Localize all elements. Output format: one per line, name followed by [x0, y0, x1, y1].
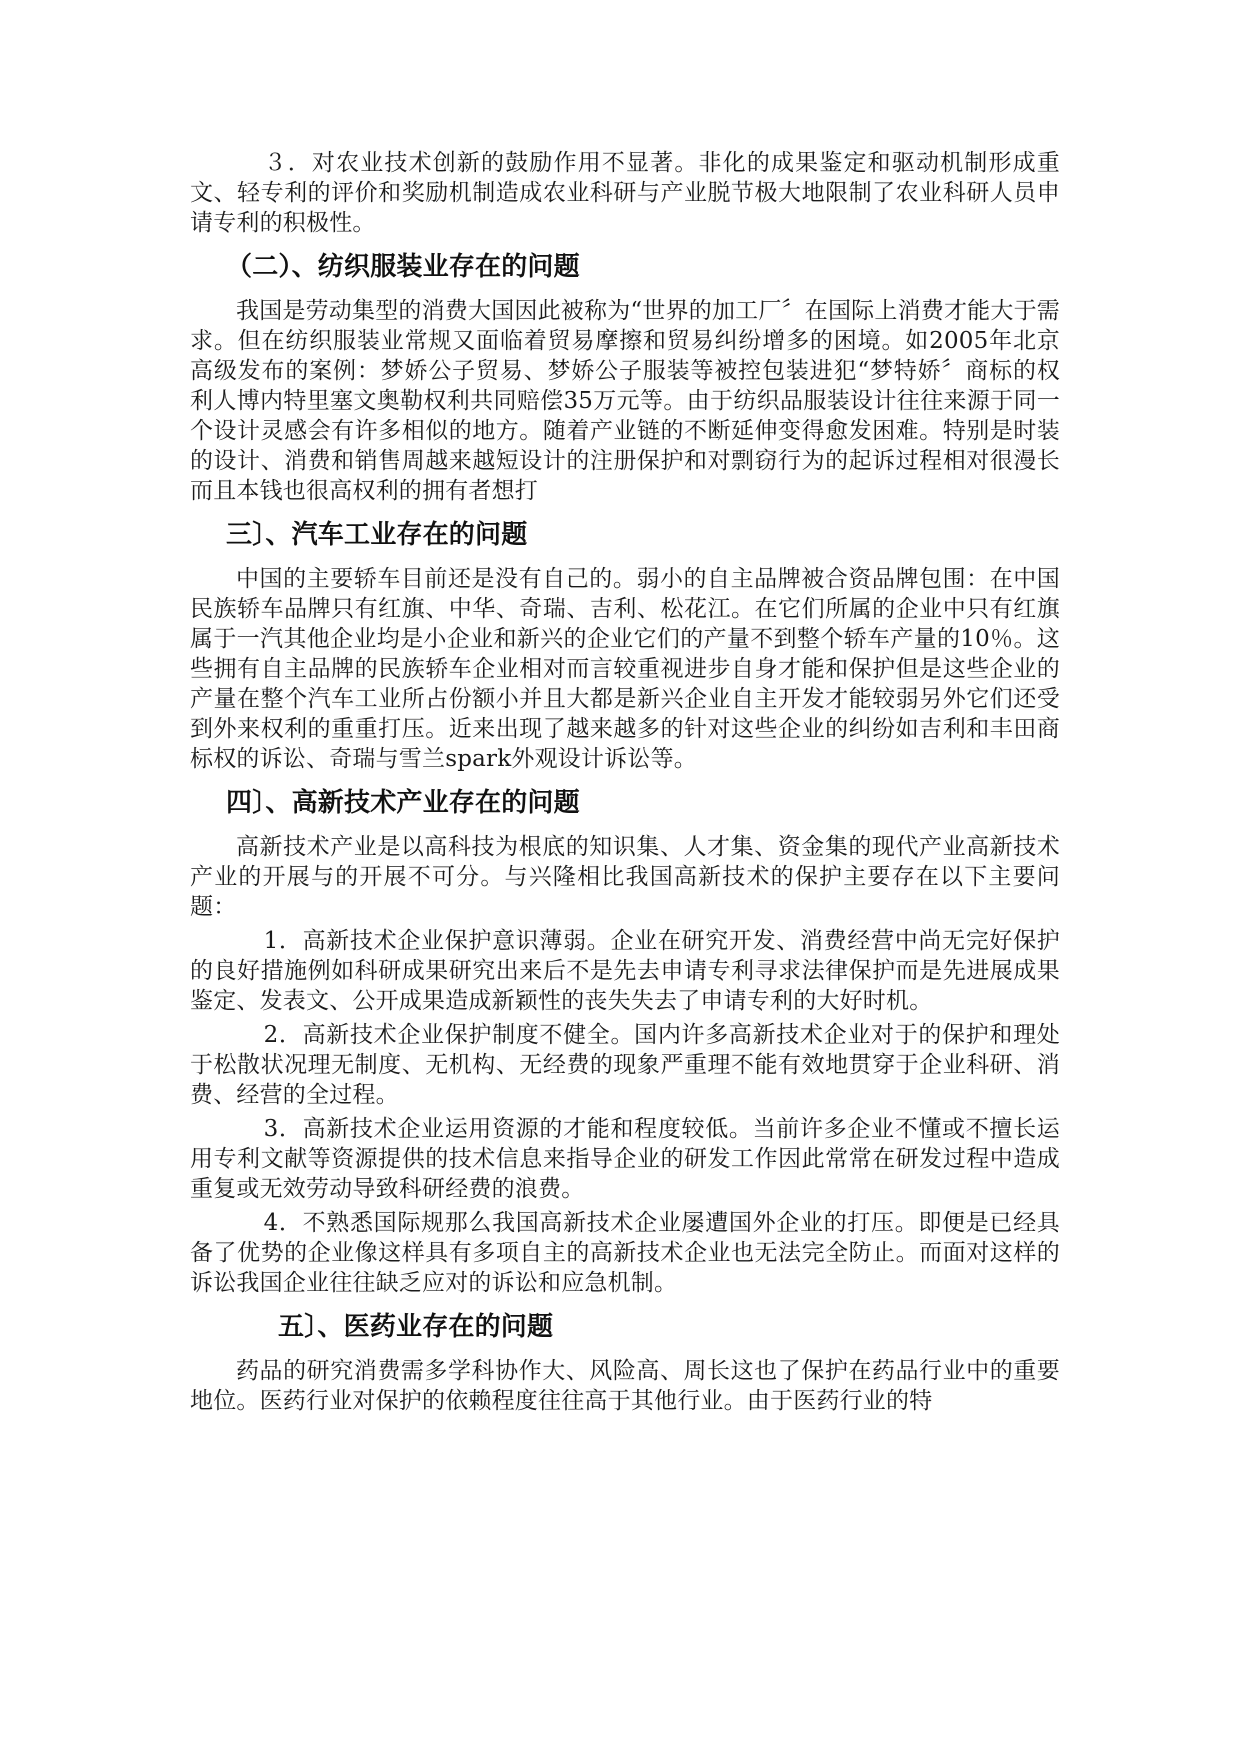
paragraph-hitech-point-1: 1．高新技术企业保护意识薄弱。企业在研究开发、消费经营中尚无完好保护的良好措施例如科研成果研究出来后不是先去申请专利寻求法律保护而是先进展成果鉴定、发表文、公开成果造成新颖性的丧失失去了申请专利的大好时机。 — [190, 928, 1060, 1014]
paragraph-hitech-point-2: 2．高新技术企业保护制度不健全。国内许多高新技术企业对于的保护和理处于松散状况理无制度、无机构、无经费的现象严重理不能有效地贯穿于企业科研、消费、经营的全过程。 — [190, 1022, 1060, 1108]
paragraph-hitech-point-3: 3．高新技术企业运用资源的才能和程度较低。当前许多企业不懂或不擅长运用专利文献等资源提供的技术信息来指导企业的研发工作因此常常在研发过程中造成重复或无效劳动导致科研经费的浪费。 — [190, 1116, 1060, 1202]
heading-auto-industry: 三〕、汽车工业存在的问题 — [226, 520, 528, 550]
heading-pharma-industry: 五〕、医药业存在的问题 — [278, 1312, 554, 1342]
paragraph-auto-industry: 中国的主要轿车目前还是没有自己的。弱小的自主品牌被合资品牌包围：在中国民族轿车品牌只有红旗、中华、奇瑞、吉利、松花江。在它们所属的企业中只有红旗属于一汽其他企业均是小企业和新兴的企业它们的产量不到整个轿车产量的10％。这些拥有自主品牌的民族轿车企业相对而言较重视进步自身才能和保护但是这些企业的产量在整个汽车工业所占份额小并且大都是新兴企业自主开发才能较弱另外它们还受到外来权利的重重打压。近来出现了越来越多的针对这些企业的纠纷如吉利和丰田商标权的诉讼、奇瑞与雪兰spark外观设计诉讼等。 — [190, 566, 1060, 772]
paragraph-textile-apparel: 我国是劳动集型的消费大国因此被称为“世界的加工厂〞在国际上消费才能大于需求。但在纺织服装业常规又面临着贸易摩擦和贸易纠纷增多的困境。如2005年北京高级发布的案例：梦娇公子贸易、梦娇公子服装等被控包装进犯“梦特娇〞商标的权利人博内特里塞文奥勒权利共同赔偿35万元等。由于纺织品服装设计往往来源于同一个设计灵感会有许多相似的地方。随着产业链的不断延伸变得愈发困难。特别是时装的设计、消费和销售周越来越短设计的注册保护和对剽窃行为的起诉过程相对很漫长而且本钱也很高权利的拥有者想打 — [190, 298, 1060, 504]
document-body — [190, 148, 1060, 1420]
paragraph-pharma-industry: 药品的研究消费需多学科协作大、风险高、周长这也了保护在药品行业中的重要地位。医药行业对保护的依赖程度往往高于其他行业。由于医药行业的特 — [190, 1358, 1060, 1414]
paragraph-agri-innovation: ３．对农业技术创新的鼓励作用不显著。非化的成果鉴定和驱动机制形成重文、轻专利的评价和奖励机制造成农业科研与产业脱节极大地限制了农业科研人员申请专利的积极性。 — [190, 150, 1060, 236]
paragraph-hitech-point-4: 4．不熟悉国际规那么我国高新技术企业屡遭国外企业的打压。即便是已经具备了优势的企业像这样具有多项自主的高新技术企业也无法完全防止。而面对这样的诉讼我国企业往往缺乏应对的诉讼和应急机制。 — [190, 1210, 1060, 1296]
paragraph-hitech-intro: 高新技术产业是以高科技为根底的知识集、人才集、资金集的现代产业高新技术产业的开展与的开展不可分。与兴隆相比我国高新技术的保护主要存在以下主要问题： — [190, 834, 1060, 920]
heading-hitech-industry: 四〕、高新技术产业存在的问题 — [226, 788, 580, 818]
heading-textile-apparel: （二）、纺织服装业存在的问题 — [226, 252, 580, 282]
